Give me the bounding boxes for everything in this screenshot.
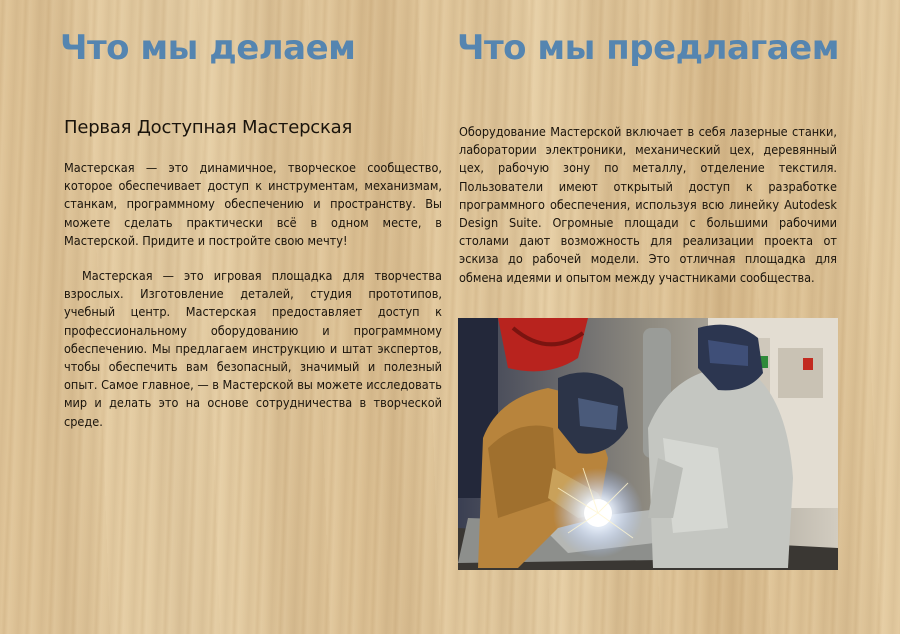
welding-workshop-photo: [458, 318, 838, 570]
workshop-subtitle: Первая Доступная Мастерская: [64, 117, 353, 138]
heading-what-we-do: Что мы делаем: [60, 28, 356, 68]
equipment-paragraph: Оборудование Мастерской включает в себя лазерные станки, лаборатории электроники, механический цех, деревянный цех, рабочую зону по металлу, отделение текстиля. Пользователи имеют открытый доступ к разработке программного обеспечения, используя всю линейку Autodesk Design Suite. Огромные площади с большими рабочими столами дают возможность для реализации проекта от эскиза до рабочей модели. Это отличная площадка для обмена идеями и опытом между участниками сообщества.: [459, 124, 837, 285]
intro-paragraph: Мастерская — это динамичное, творческое сообщество, которое обеспечивает доступ к инструментам, механизмам, станкам, программному обеспечению и пространству. Вы можете сделать практически всё в одном месте, в Мастерской. Придите и постройте свою мечту!: [64, 160, 442, 248]
playground-paragraph: Мастерская — это игровая площадка для творчества взрослых. Изготовление деталей, студия прототипов, учебный центр. Мастерская предоставляет доступ к профессиональному оборудованию и программному обеспечению. Мы предлагаем инструкцию и штат экспертов, чтобы обеспечить вам безопасный, значимый и полезный опыт. Самое главное, — в Мастерской вы можете исследовать мир и делать это на основе сотрудничества в творческой среде.: [64, 268, 442, 429]
heading-what-we-offer: Что мы предлагаем: [457, 28, 840, 68]
